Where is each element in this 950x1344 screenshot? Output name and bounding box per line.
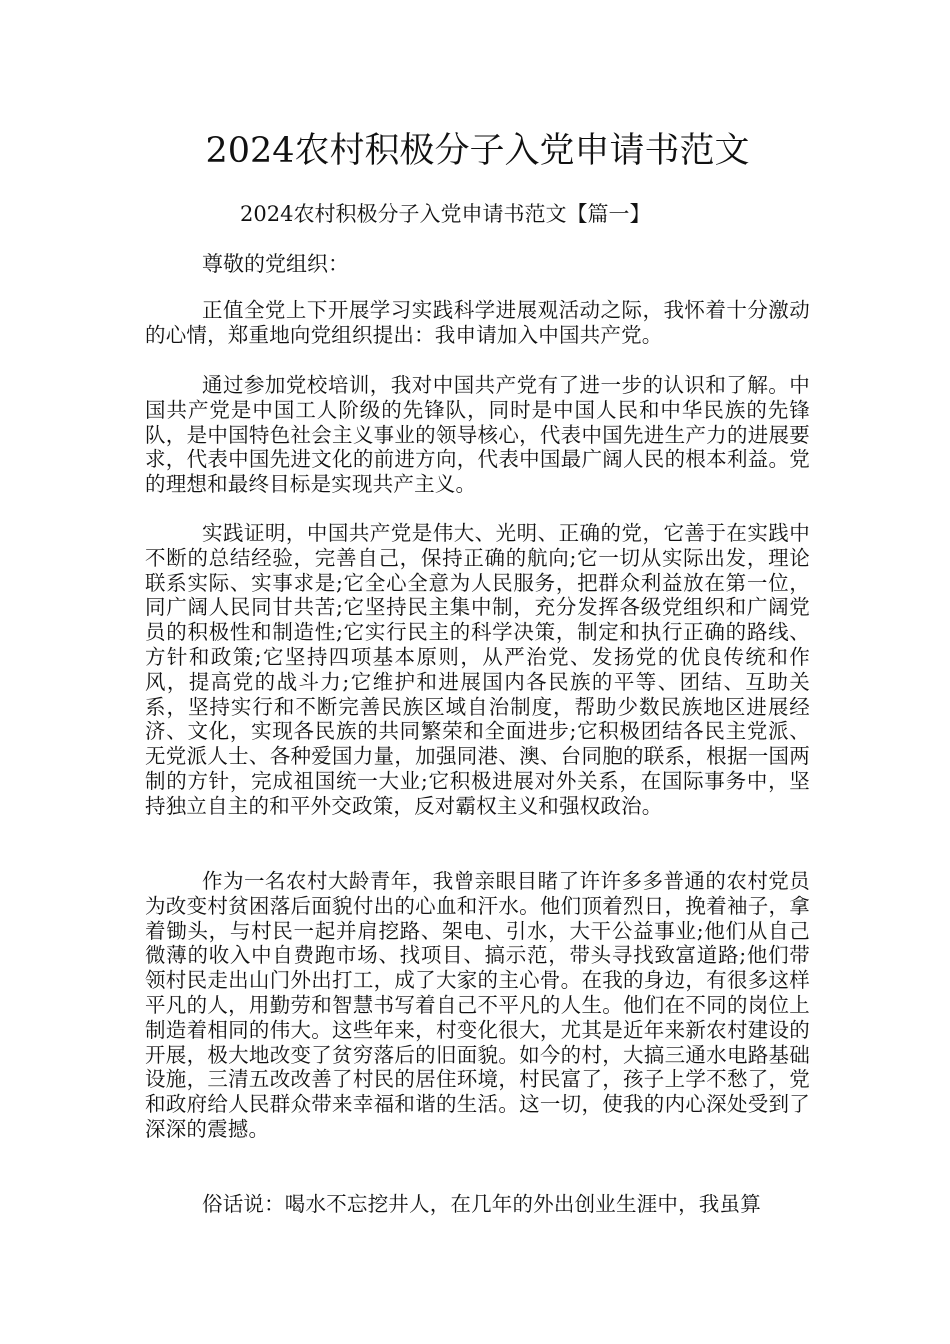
salutation: 尊敬的党组织：	[202, 252, 349, 276]
paragraph: 俗话说：喝水不忘挖井人，在几年的外出创业生涯中，我虽算	[202, 1192, 761, 1216]
paragraph: 正值全党上下开展学习实践科学进展观活动之际，我怀着十分激动的心情，郑重地向党组织提出：我申请加入中国共产党。	[145, 298, 810, 347]
document-title: 2024农村积极分子入党申请书范文	[205, 131, 750, 171]
document-subtitle: 2024农村积极分子入党申请书范文【篇一】	[240, 202, 651, 226]
paragraph: 通过参加党校培训，我对中国共产党有了进一步的认识和了解。中国共产党是中国工人阶级的先锋队，同时是中国人民和中华民族的先锋队，是中国特色社会主义事业的领导核心，代表中国先进生产力的进展要求，代表中国先进文化的前进方向，代表中国最广阔人民的根本利益。党的理想和最终目标是实现共产主义。	[145, 373, 810, 497]
paragraph: 实践证明，中国共产党是伟大、光明、正确的党，它善于在实践中不断的总结经验，完善自己，保持正确的航向;它一切从实际出发，理论联系实际、实事求是;它全心全意为人民服务，把群众利益放在第一位，同广阔人民同甘共苦;它坚持民主集中制，充分发挥各级党组织和广阔党员的积极性和制造性;它实行民主的科学决策，制定和执行正确的路线、方针和政策;它坚持四项基本原则，从严治党、发扬党的优良传统和作风，提高党的战斗力;它维护和进展国内各民族的平等、团结、互助关系，坚持实行和不断完善民族区域自治制度，帮助少数民族地区进展经济、文化，实现各民族的共同繁荣和全面进步;它积极团结各民主党派、无党派人士、各种爱国力量，加强同港、澳、台同胞的联系，根据一国两制的方针，完成祖国统一大业;它积极进展对外关系，在国际事务中，坚持独立自主的和平外交政策，反对霸权主义和强权政治。	[145, 521, 810, 818]
paragraph: 作为一名农村大龄青年，我曾亲眼目睹了许许多多普通的农村党员为改变村贫困落后面貌付出的心血和汗水。他们顶着烈日，挽着袖子，拿着锄头，与村民一起并肩挖路、架电、引水，大干公益事业;他们从自己微薄的收入中自费跑市场、找项目、搞示范，带头寻找致富道路;他们带领村民走出山门外出打工，成了大家的主心骨。在我的身边，有很多这样平凡的人，用勤劳和智慧书写着自己不平凡的人生。他们在不同的岗位上制造着相同的伟大。这些年来，村变化很大，尤其是近年来新农村建设的开展，极大地改变了贫穷落后的旧面貌。如今的村，大搞三通水电路基础设施，三清五改改善了村民的居住环境，村民富了，孩子上学不愁了，党和政府给人民群众带来幸福和谐的生活。这一切，使我的内心深处受到了深深的震撼。	[145, 869, 810, 1141]
